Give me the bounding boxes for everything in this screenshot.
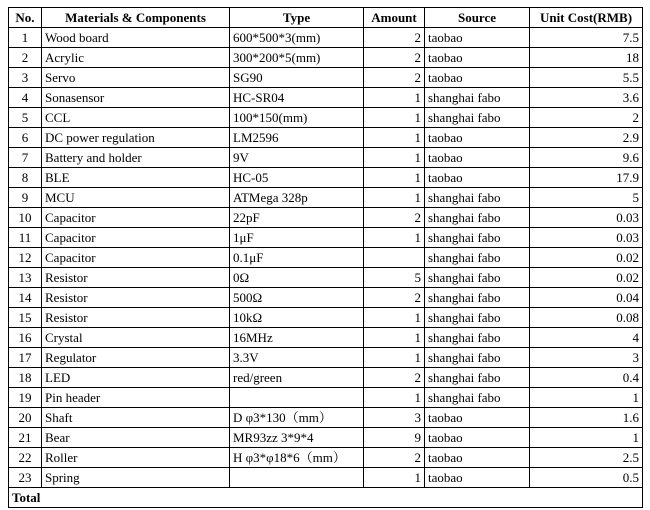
- cell-source: shanghai fabo: [425, 388, 530, 408]
- table-row: [9, 408, 643, 428]
- table-row: [9, 28, 643, 48]
- table-row: [9, 388, 643, 408]
- cell-unit-cost: 17.9: [530, 168, 643, 188]
- cell-type: 16MHz: [230, 328, 364, 348]
- cell-material: Capacitor: [42, 208, 230, 228]
- cell-amount: 1: [364, 88, 425, 108]
- cell-type: ATMega 328p: [230, 188, 364, 208]
- header-amount: Amount: [364, 8, 425, 28]
- table-row: [9, 368, 643, 388]
- table-row: [9, 228, 643, 248]
- table-row: [9, 108, 643, 128]
- cell-amount: 2: [364, 288, 425, 308]
- cell-no: 4: [9, 88, 42, 108]
- header-unit-cost: Unit Cost(RMB): [530, 8, 643, 28]
- cell-material: Regulator: [42, 348, 230, 368]
- cell-source: shanghai fabo: [425, 188, 530, 208]
- cell-unit-cost: 0.5: [530, 468, 643, 488]
- cell-type: D φ3*130（mm）: [230, 408, 364, 428]
- cell-material: Servo: [42, 68, 230, 88]
- cell-amount: 2: [364, 208, 425, 228]
- cell-unit-cost: 3.6: [530, 88, 643, 108]
- header-no: No.: [9, 8, 42, 28]
- cell-amount: 1: [364, 348, 425, 368]
- cell-type: HC-SR04: [230, 88, 364, 108]
- cell-source: taobao: [425, 468, 530, 488]
- cell-type: HC-05: [230, 168, 364, 188]
- cell-unit-cost: 1: [530, 388, 643, 408]
- cell-source: shanghai fabo: [425, 228, 530, 248]
- cell-source: taobao: [425, 428, 530, 448]
- cell-unit-cost: 0.4: [530, 368, 643, 388]
- table-row: [9, 348, 643, 368]
- cell-unit-cost: 1.6: [530, 408, 643, 428]
- cell-no: 7: [9, 148, 42, 168]
- cell-source: shanghai fabo: [425, 268, 530, 288]
- table-row: [9, 448, 643, 468]
- cell-no: 11: [9, 228, 42, 248]
- table-row: [9, 308, 643, 328]
- cell-type: 9V: [230, 148, 364, 168]
- header-source: Source: [425, 8, 530, 28]
- cell-type: 600*500*3(mm): [230, 28, 364, 48]
- cell-no: 2: [9, 48, 42, 68]
- cell-source: taobao: [425, 168, 530, 188]
- cell-material: Resistor: [42, 308, 230, 328]
- cell-unit-cost: 7.5: [530, 28, 643, 48]
- cell-material: LED: [42, 368, 230, 388]
- cell-type: 500Ω: [230, 288, 364, 308]
- cell-source: shanghai fabo: [425, 208, 530, 228]
- cell-no: 18: [9, 368, 42, 388]
- cell-amount: 3: [364, 408, 425, 428]
- cell-no: 17: [9, 348, 42, 368]
- cell-unit-cost: 4: [530, 328, 643, 348]
- cell-material: MCU: [42, 188, 230, 208]
- cell-no: 6: [9, 128, 42, 148]
- cell-type: LM2596: [230, 128, 364, 148]
- cell-unit-cost: 0.03: [530, 208, 643, 228]
- cell-amount: 9: [364, 428, 425, 448]
- cell-source: shanghai fabo: [425, 368, 530, 388]
- cell-unit-cost: 5: [530, 188, 643, 208]
- cell-type: 10kΩ: [230, 308, 364, 328]
- cell-no: 10: [9, 208, 42, 228]
- cell-material: Pin header: [42, 388, 230, 408]
- cell-source: taobao: [425, 68, 530, 88]
- cell-no: 15: [9, 308, 42, 328]
- table-row: [9, 268, 643, 288]
- table-row: [9, 148, 643, 168]
- total-label: Total: [9, 488, 643, 508]
- table-row: [9, 128, 643, 148]
- cell-source: taobao: [425, 28, 530, 48]
- cell-type: [230, 388, 364, 408]
- cell-no: 14: [9, 288, 42, 308]
- cell-type: SG90: [230, 68, 364, 88]
- cell-unit-cost: 18: [530, 48, 643, 68]
- cell-amount: 2: [364, 68, 425, 88]
- cell-amount: 1: [364, 128, 425, 148]
- cell-type: 22pF: [230, 208, 364, 228]
- cell-source: shanghai fabo: [425, 288, 530, 308]
- cell-no: 13: [9, 268, 42, 288]
- cell-no: 20: [9, 408, 42, 428]
- cell-unit-cost: 0.04: [530, 288, 643, 308]
- cell-type: red/green: [230, 368, 364, 388]
- cell-source: shanghai fabo: [425, 328, 530, 348]
- table-row: [9, 468, 643, 488]
- cell-source: taobao: [425, 148, 530, 168]
- cell-amount: 1: [364, 388, 425, 408]
- cell-material: Wood board: [42, 28, 230, 48]
- cell-no: 9: [9, 188, 42, 208]
- cell-amount: 1: [364, 168, 425, 188]
- cell-type: 0.1μF: [230, 248, 364, 268]
- table-row: [9, 188, 643, 208]
- cell-material: BLE: [42, 168, 230, 188]
- cell-source: shanghai fabo: [425, 108, 530, 128]
- cell-source: taobao: [425, 448, 530, 468]
- cell-material: Resistor: [42, 288, 230, 308]
- table-row: [9, 48, 643, 68]
- cell-no: 21: [9, 428, 42, 448]
- cell-no: 5: [9, 108, 42, 128]
- header-material: Materials & Components: [42, 8, 230, 28]
- cell-unit-cost: 2: [530, 108, 643, 128]
- cell-source: taobao: [425, 128, 530, 148]
- cell-amount: 1: [364, 308, 425, 328]
- cell-no: 23: [9, 468, 42, 488]
- cell-unit-cost: 9.6: [530, 148, 643, 168]
- cell-material: CCL: [42, 108, 230, 128]
- cell-amount: 2: [364, 368, 425, 388]
- cell-unit-cost: 2.5: [530, 448, 643, 468]
- table-row: [9, 428, 643, 448]
- cell-source: shanghai fabo: [425, 348, 530, 368]
- cell-material: Shaft: [42, 408, 230, 428]
- cell-unit-cost: 0.03: [530, 228, 643, 248]
- cell-amount: 1: [364, 108, 425, 128]
- cell-source: taobao: [425, 48, 530, 68]
- cell-material: Spring: [42, 468, 230, 488]
- cell-no: 12: [9, 248, 42, 268]
- table-row: [9, 248, 643, 268]
- cell-type: [230, 468, 364, 488]
- cell-material: Roller: [42, 448, 230, 468]
- cell-amount: 1: [364, 328, 425, 348]
- cell-unit-cost: 2.9: [530, 128, 643, 148]
- cell-type: 1μF: [230, 228, 364, 248]
- table-row: [9, 168, 643, 188]
- cell-no: 8: [9, 168, 42, 188]
- cell-type: MR93zz 3*9*4: [230, 428, 364, 448]
- cell-material: Resistor: [42, 268, 230, 288]
- cell-type: 100*150(mm): [230, 108, 364, 128]
- cell-unit-cost: 3: [530, 348, 643, 368]
- cell-material: Acrylic: [42, 48, 230, 68]
- cell-material: Sonasensor: [42, 88, 230, 108]
- cell-amount: [364, 248, 425, 268]
- table-row: [9, 288, 643, 308]
- cell-type: 0Ω: [230, 268, 364, 288]
- cell-amount: 1: [364, 148, 425, 168]
- cell-material: Battery and holder: [42, 148, 230, 168]
- cell-no: 22: [9, 448, 42, 468]
- cell-type: H φ3*φ18*6（mm）: [230, 448, 364, 468]
- cell-material: Capacitor: [42, 228, 230, 248]
- cell-unit-cost: 0.02: [530, 248, 643, 268]
- table-row: [9, 88, 643, 108]
- cell-type: 3.3V: [230, 348, 364, 368]
- cell-unit-cost: 0.02: [530, 268, 643, 288]
- table-row: [9, 208, 643, 228]
- cell-no: 19: [9, 388, 42, 408]
- cell-amount: 2: [364, 28, 425, 48]
- table-row: [9, 68, 643, 88]
- cell-amount: 1: [364, 228, 425, 248]
- cell-no: 3: [9, 68, 42, 88]
- cell-amount: 1: [364, 468, 425, 488]
- cell-material: Bear: [42, 428, 230, 448]
- table-row: [9, 328, 643, 348]
- cell-amount: 2: [364, 48, 425, 68]
- cell-no: 1: [9, 28, 42, 48]
- cell-source: shanghai fabo: [425, 88, 530, 108]
- cell-source: shanghai fabo: [425, 248, 530, 268]
- cell-material: Crystal: [42, 328, 230, 348]
- cell-amount: 1: [364, 188, 425, 208]
- cell-source: shanghai fabo: [425, 308, 530, 328]
- cell-no: 16: [9, 328, 42, 348]
- cell-amount: 2: [364, 448, 425, 468]
- header-row: [9, 8, 643, 28]
- materials-table: [8, 7, 643, 508]
- cell-source: taobao: [425, 408, 530, 428]
- cell-material: Capacitor: [42, 248, 230, 268]
- cell-type: 300*200*5(mm): [230, 48, 364, 68]
- cell-amount: 5: [364, 268, 425, 288]
- cell-material: DC power regulation: [42, 128, 230, 148]
- cell-unit-cost: 5.5: [530, 68, 643, 88]
- cell-unit-cost: 1: [530, 428, 643, 448]
- header-type: Type: [230, 8, 364, 28]
- cell-unit-cost: 0.08: [530, 308, 643, 328]
- total-row: [9, 488, 643, 508]
